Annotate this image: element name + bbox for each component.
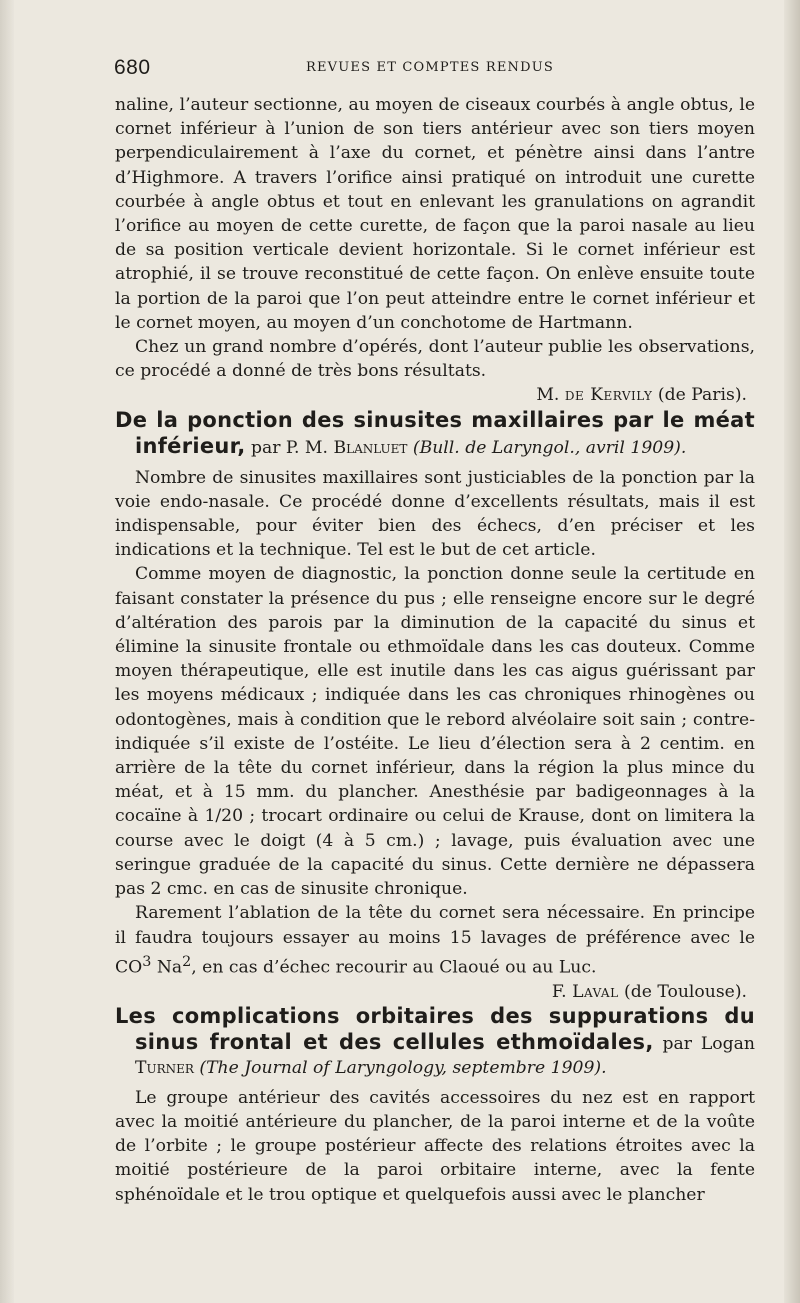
signature-name: Laval (572, 981, 619, 1002)
article-source: (Bull. de Laryngol., avril 1909). (407, 437, 687, 458)
paragraph: Chez un grand nombre d’opérés, dont l’auteur publie les observations, ce procédé a donné de très bons résultats. (115, 337, 755, 382)
page-header (100, 52, 760, 82)
paragraph: Rarement l’ablation de la tête du cornet sera nécessaire. En principe il faudra toujours essayer au moins 15 lavages de préférence avec le $CO^3$ Na$^2$, en cas d’échec recourir au Claoué ou au Luc. (115, 903, 755, 978)
body-text (115, 93, 755, 1207)
article-source: (The Journal of Laryngology, septembre 1909). (193, 1057, 607, 1078)
paragraph: Le groupe antérieur des cavités accessoires du nez est en rapport avec la moitié antérieure du plancher, de la paroi interne et de la voûte de l’orbite ; le groupe postérieur affecte des relations étroites avec la moitié postérieure de la paroi orbitaire interne, avec la fente sphénoïdale et le trou optique et quelquefois aussi avec le plancher (115, 1087, 755, 1205)
article-author: Turner (135, 1057, 194, 1078)
article-heading-ponction: De la ponction des sinusites maxillaires par le méat inférieur, par P. M. Blanluet (Bull. de Laryngol., avril 1909). (115, 407, 755, 458)
paragraph: Comme moyen de diagnostic, la ponction donne seule la certitude en faisant constater la présence du pus ; elle renseigne encore sur le degré d’altération des parois par la diminution de la capacité du sinus et élimine la sinusite frontale ou ethmoïdale dans les cas douteux. Comme moyen thérapeutique, elle est inutile dans les cas aigus guérissant par les moyens médicaux ; indiquée dans les cas chroniques rhinogènes ou odontogènes, mais à condition que le rebord alvéolaire soit sain ; contre-indiquée s’il existe de l’ostéite. Le lieu d’élection sera à 2 centim. en arrière de la tête du cornet inférieur, dans la région la plus mince du méat, et à 15 mm. du plancher. Anesthésie par badigeonnages à la cocaïne à 1/20 ; trocart ordinaire ou celui de Krause, dont on limitera la course avec le doigt (4 à 5 cm.) ; lavage, puis évaluation avec une seringue graduée de la capacité du sinus. Cette dernière ne dépassera pas 2 cmc. en cas de sinusite chronique. (115, 564, 755, 900)
signature-kervily: M. de Kervily (de Paris). (536, 385, 747, 406)
signature-name: de Kervily (564, 385, 653, 406)
article-heading-complications: Les complications orbitaires des suppurations du sinus frontal et des cellules ethmoïdales, par Logan Turner (The Journal of Laryngology, septembre 1909). (115, 1003, 755, 1078)
page-gutter-left (0, 0, 14, 1303)
article-title: De la ponction des sinusites maxillaires par le méat inférieur, (115, 407, 755, 458)
paragraph: Nombre de sinusites maxillaires sont justiciables de la ponction par la voie endo-nasale. Ce procédé donne d’excellents résultats, mais il est indispensable, pour éviter bien des échecs, d’en préciser et les indications et la technique. Tel est le but de cet article. (115, 467, 755, 561)
article-author: Blanluet (333, 437, 408, 458)
article-title: Les complications orbitaires des suppurations du sinus frontal et des cellules ethmoïdales, (115, 1003, 755, 1054)
page-edge-right (784, 0, 800, 1303)
running-head: REVUES ET COMPTES RENDUS (305, 60, 555, 75)
paragraph-continuation: naline, l’auteur sectionne, au moyen de ciseaux courbés à angle obtus, le cornet inférieur à l’union de son tiers antérieur avec son tiers moyen perpendiculairement à l’axe du cornet, et pénètre ainsi dans l’antre d’Highmore. A travers l’orifice ainsi pratiqué on introduit une curette courbée à angle obtus et tout en enlevant les granulations on agrandit l’orifice au moyen de cette curette, de façon que la paroi nasale au lieu de sa position verticale devient horizontale. Si le cornet inférieur est atrophié, il se trouve reconstitué de cette façon. On enlève ensuite toute la portion de la paroi que l’on peut atteindre entre le cornet inférieur et le cornet moyen, au moyen d’un conchotome de Hartmann. (115, 95, 755, 333)
signature-laval: F. Laval (de Toulouse). (551, 981, 747, 1002)
page-number: 680 (114, 56, 151, 79)
